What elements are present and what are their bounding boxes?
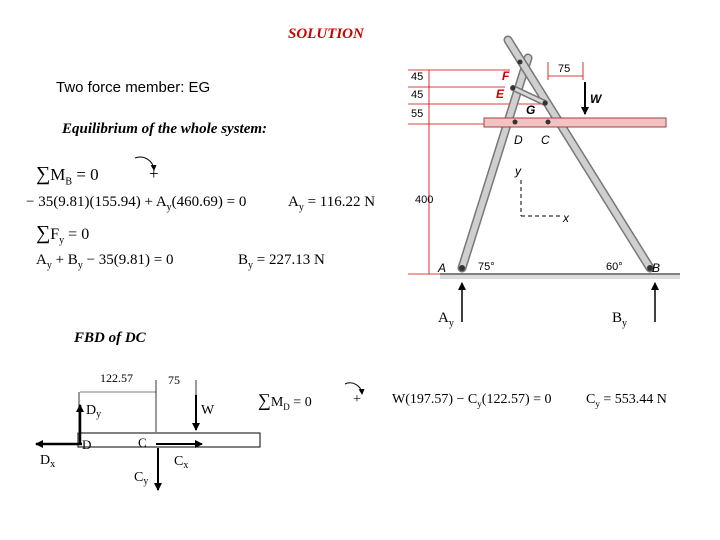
eq-sum-md: $\sum M_D = 0$	[258, 390, 312, 412]
plus-sign-2: +	[353, 392, 361, 407]
reaction-label-by: $B_y$	[612, 310, 628, 329]
fbd-cy-label: $C_y$	[134, 470, 149, 487]
point-label: W	[590, 92, 602, 106]
point-label: F	[502, 69, 510, 83]
fbd-d-label: D	[82, 437, 92, 452]
seat	[484, 118, 666, 127]
equilibrium-heading: Equilibrium of the whole system:	[62, 121, 268, 137]
moment-curl-icon	[345, 383, 362, 394]
dim-label: 45	[411, 71, 424, 83]
point-label: G	[526, 103, 536, 117]
fbd-heading: FBD of DC	[74, 330, 146, 346]
subtitle: Two force member: EG	[56, 79, 211, 96]
eq-cy-result: $C_y = 553.44$ N	[586, 392, 667, 409]
chair-figure	[408, 40, 680, 329]
dim-label: 55	[411, 108, 424, 120]
point-label: C	[541, 133, 550, 147]
eq-ay-result: $A_y = 116.22$ N	[288, 194, 376, 213]
fbd-dy-label: $D_y$	[86, 403, 102, 420]
axis-label: y	[515, 164, 521, 178]
point-label: E	[496, 87, 505, 101]
dim-label: 75	[558, 63, 571, 75]
eq-sum-fy: $\sum F_y = 0$	[36, 222, 90, 247]
point-label: A	[438, 261, 447, 275]
sum-symbol: ∑	[36, 222, 51, 244]
sum-symbol: ∑	[258, 390, 271, 410]
eq-by-result: $B_y = 227.13$ N	[238, 252, 325, 271]
sum-symbol: ∑	[36, 163, 51, 185]
fbd-c-label: C	[138, 435, 147, 450]
angle-label: 60°	[606, 261, 623, 273]
point-label: D	[514, 133, 523, 147]
eq-moment-d: $W(197.57) - C_y(122.57) = 0$	[392, 392, 552, 409]
plus-sign-1: +	[149, 164, 159, 183]
eq-moment-b: − $35(9.81)(155.94) + A_y(460.69) = 0$	[26, 194, 247, 213]
dim-label: 400	[415, 194, 434, 206]
fbd-dim-label: 122.57	[100, 371, 133, 385]
dim-label: 45	[411, 89, 424, 101]
fbd-cx-label: $C_x$	[174, 454, 189, 471]
fbd-dim-label: 75	[168, 373, 180, 387]
moment-curl-icon	[135, 157, 154, 170]
angle-label: 75°	[478, 261, 495, 273]
fbd-dx-label: $D_x$	[40, 453, 56, 470]
fbd-dc	[36, 371, 260, 490]
reaction-label-ay: $A_y$	[438, 310, 454, 329]
eq-force-y: $A_y + B_y - 35(9.81) = 0$	[36, 252, 174, 271]
fbd-w-label: W	[201, 403, 215, 418]
axis-label: x	[563, 211, 569, 225]
page-title: SOLUTION	[288, 26, 364, 42]
point-label: B	[652, 261, 661, 275]
eq-sum-mb: $\sum M_B = 0$	[36, 163, 99, 188]
